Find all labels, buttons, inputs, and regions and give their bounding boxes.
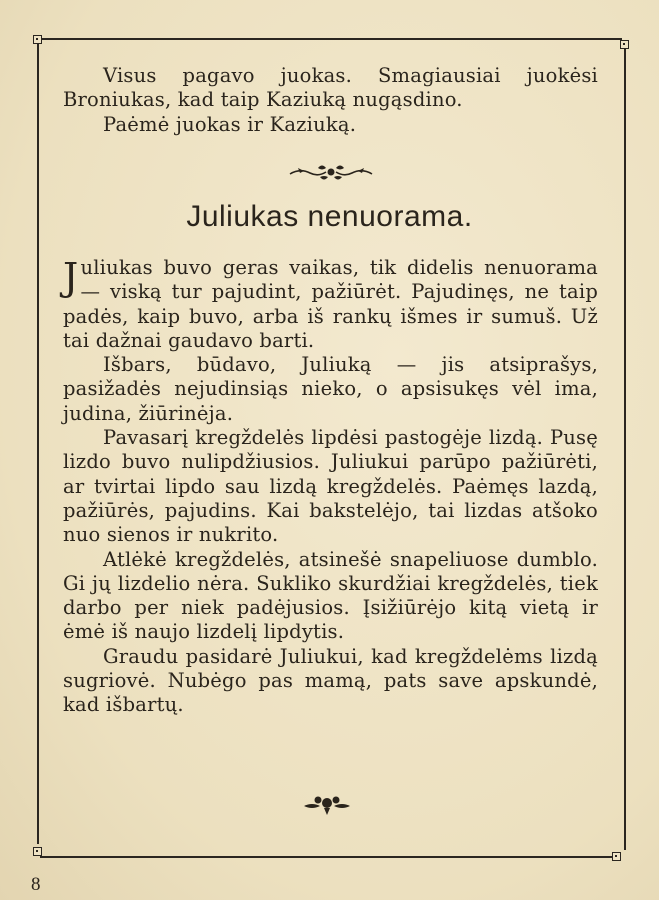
frame-corner-bottom-left: [33, 847, 42, 856]
paragraph-text: uliukas buvo geras vaikas, tik didelis nenuorama — viską tur pajudint, pažiūrėt. Pajudinęs, ne taip padės, kaip buvo, arba iš rankų išmes ir sumuš. Už tai dažnai gaudavo barti.: [63, 256, 598, 352]
frame-left-line: [37, 44, 39, 844]
previous-story-ending: [63, 64, 598, 137]
floral-ornament-icon: [288, 162, 374, 184]
paragraph: [63, 256, 598, 353]
paragraph: Išbars, būdavo, Juliuką — jis atsiprašys, pasižadės nejudinsiąs nieko, o apsisukęs vėl ima, judina, žiūrinėja.: [63, 353, 598, 425]
story-title: Juliukas nenuorama.: [186, 200, 473, 233]
frame-corner-top-right: [620, 40, 629, 49]
frame-bottom-line: [40, 856, 620, 858]
story-body: [63, 256, 598, 718]
drop-cap: J: [63, 255, 79, 299]
frame-top-line: [40, 38, 622, 40]
flower-ornament-icon: [300, 792, 354, 816]
frame-right-line: [624, 48, 626, 850]
paragraph: Paėmė juokas ir Kaziuką.: [103, 112, 357, 136]
page-number: 8: [31, 874, 41, 895]
paragraph: Graudu pasidarė Juliukui, kad kregždelėms lizdą sugriovė. Nubėgo pas mamą, pats save apskundė, kad išbartų.: [63, 644, 598, 717]
frame-corner-top-left: [33, 35, 42, 44]
paragraph: Visus pagavo juokas. Smagiausiai juokėsi Broniukas, kad taip Kaziuką nugąsdino.: [63, 64, 598, 112]
paragraph: Atlėkė kregždelės, atsinešė snapeliuose dumblo. Gi jų lizdelio nėra. Sukliko skurdžiai kregždelės, tiek darbo per niek padėjusios. Įsižiūrėjo kitą vietą ir ėmė iš naujo lizdelį lipdytis.: [63, 547, 598, 644]
paragraph: Pavasarį kregždelės lipdėsi pastogėje lizdą. Pusę lizdo buvo nulipdžiusios. Juliukui parūpo pažiūrėti, ar tvirtai lipdo sau lizdą kregždelės. Paėmęs lazdą, pažiūrės, pajudins. Kai bakstelėjo, tai lizdas atšoko nuo sienos ir nukrito.: [63, 426, 598, 547]
frame-corner-bottom-right: [612, 852, 621, 861]
